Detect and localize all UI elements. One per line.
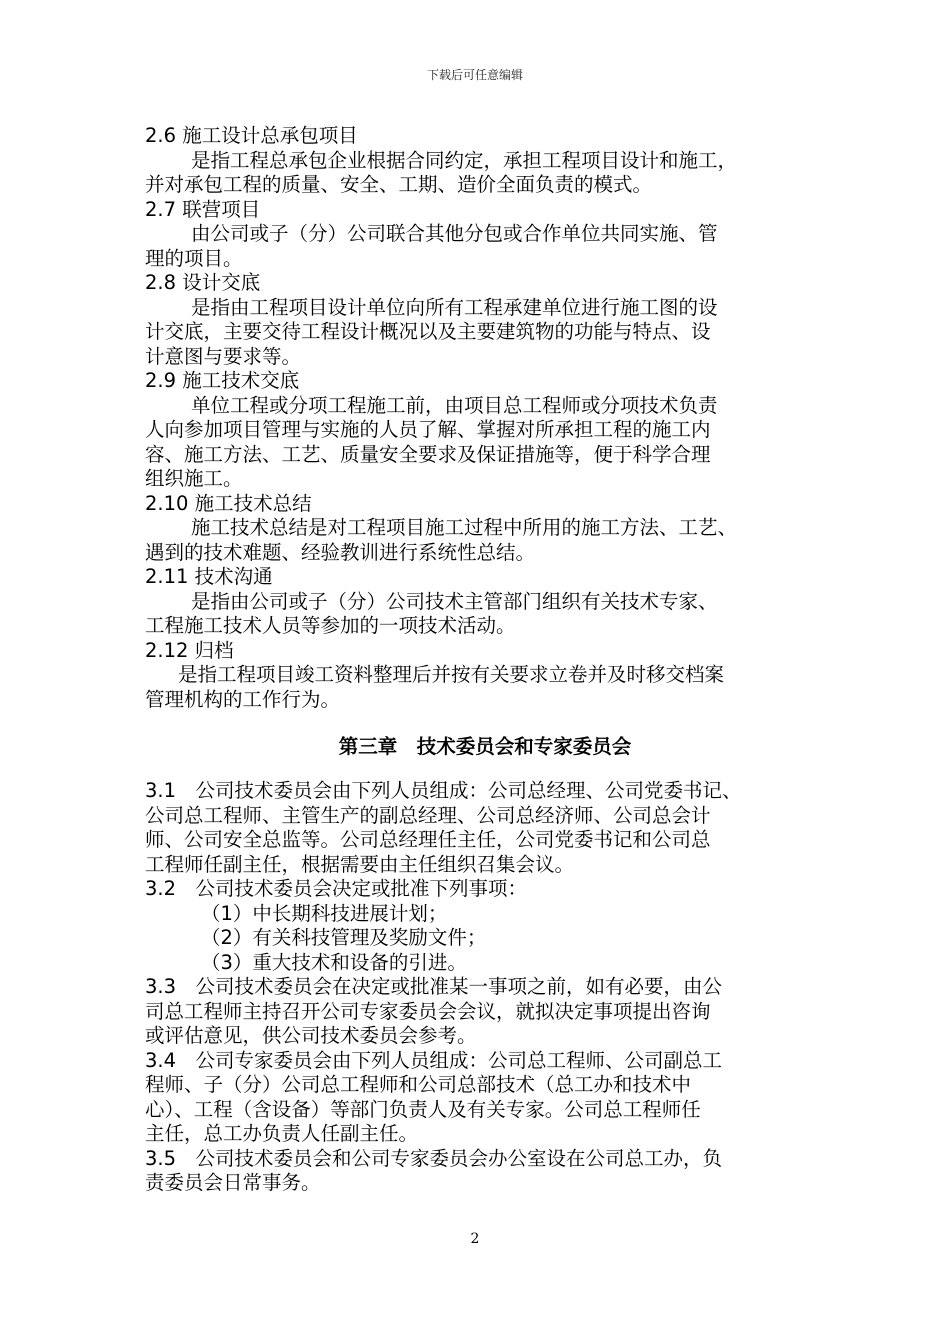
paragraph-line: 3.1 公司技术委员会由下列人员组成：公司总经理、公司党委书记、 xyxy=(145,779,742,802)
paragraph-line: 3.3 公司技术委员会在决定或批准某一事项之前，如有必要，由公 xyxy=(145,975,723,998)
paragraph-line: 是指由工程项目设计单位向所有工程承建单位进行施工图的设 xyxy=(191,295,718,319)
list-item: （1）中长期科技进展计划； xyxy=(201,901,448,925)
paragraph-line: 理的项目。 xyxy=(145,246,243,270)
paragraph-line: 容、施工方法、工艺、质量安全要求及保证措施等，便于科学合理 xyxy=(145,442,711,466)
paragraph-line: 人向参加项目管理与实施的人员了解、掌握对所承担工程的施工内 xyxy=(145,418,711,441)
paragraph-line: 计交底，主要交待工程设计概况以及主要建筑物的功能与特点、设 xyxy=(145,320,711,343)
section-2-definitions xyxy=(145,124,825,712)
section-heading: 2.11 技术沟通 xyxy=(145,565,273,588)
paragraph-line: 计意图与要求等。 xyxy=(145,344,302,368)
section-heading: 2.6 施工设计总承包项目 xyxy=(145,124,358,147)
paragraph-line: 是指工程项目竣工资料整理后并按有关要求立卷并及时移交档案 xyxy=(178,663,725,686)
paragraph-line: 工程师任副主任，根据需要由主任组织召集会议。 xyxy=(145,852,575,876)
paragraph-line: 公司总工程师、主管生产的副总经理、公司总经济师、公司总会计 xyxy=(145,803,711,827)
page-number: 2 xyxy=(470,1231,480,1247)
list-item: （3）重大技术和设备的引进。 xyxy=(201,950,467,974)
paragraph-line: 由公司或子（分）公司联合其他分包或合作单位共同实施、管 xyxy=(191,222,718,245)
paragraph-line: 遇到的技术难题、经验教训进行系统性总结。 xyxy=(145,540,536,564)
paragraph-line: 组织施工。 xyxy=(145,467,243,490)
paragraph-line: 司总工程师主持召开公司专家委员会会议，就拟决定事项提出咨询 xyxy=(145,999,711,1023)
page-header: 下载后可任意编辑 xyxy=(426,68,523,82)
list-item: （2）有关科技管理及奖励文件； xyxy=(201,926,487,949)
document-body xyxy=(145,124,825,1196)
paragraph-line: 是指工程总承包企业根据合同约定，承担工程项目设计和施工， xyxy=(191,148,738,172)
paragraph-line: 责委员会日常事务。 xyxy=(145,1171,321,1194)
paragraph-line: 工程施工技术人员等参加的一项技术活动。 xyxy=(145,614,516,637)
paragraph-line: 单位工程或分项工程施工前，由项目总工程师或分项技术负责 xyxy=(191,393,718,417)
section-heading: 2.7 联营项目 xyxy=(145,197,261,221)
paragraph-line: 是指由公司或子（分）公司技术主管部门组织有关技术专家、 xyxy=(191,589,718,613)
paragraph-line: 程师、子（分）公司总工程师和公司总部技术（总工办和技术中 xyxy=(145,1073,692,1096)
chapter-title: 第三章 技术委员会和专家委员会 xyxy=(338,735,632,758)
section-heading: 2.8 设计交底 xyxy=(145,271,261,294)
section-3-committees xyxy=(145,779,825,1196)
paragraph-line: 管理机构的工作行为。 xyxy=(145,687,341,711)
paragraph-line: 并对承包工程的质量、安全、工期、造价全面负责的模式。 xyxy=(145,173,653,196)
paragraph-line: 3.4 公司专家委员会由下列人员组成：公司总工程师、公司副总工 xyxy=(145,1048,723,1072)
section-heading: 2.9 施工技术交底 xyxy=(145,369,300,392)
paragraph-line: 3.5 公司技术委员会和公司专家委员会办公室设在公司总工办，负 xyxy=(145,1146,723,1170)
paragraph-line: 或评估意见，供公司技术委员会参考。 xyxy=(145,1024,477,1047)
section-heading: 2.12 归档 xyxy=(145,638,234,662)
section-heading: 2.10 施工技术总结 xyxy=(145,491,312,515)
paragraph-line: 师、公司安全总监等。公司总经理任主任，公司党委书记和公司总 xyxy=(145,828,711,851)
paragraph-line: 心）、工程（含设备）等部门负责人及有关专家。公司总工程师任 xyxy=(145,1097,701,1121)
paragraph-line: 主任，总工办负责人任副主任。 xyxy=(145,1122,419,1145)
paragraph-line: 3.2 公司技术委员会决定或批准下列事项： xyxy=(145,877,528,900)
paragraph-line: 施工技术总结是对工程项目施工过程中所用的施工方法、工艺、 xyxy=(191,516,738,539)
